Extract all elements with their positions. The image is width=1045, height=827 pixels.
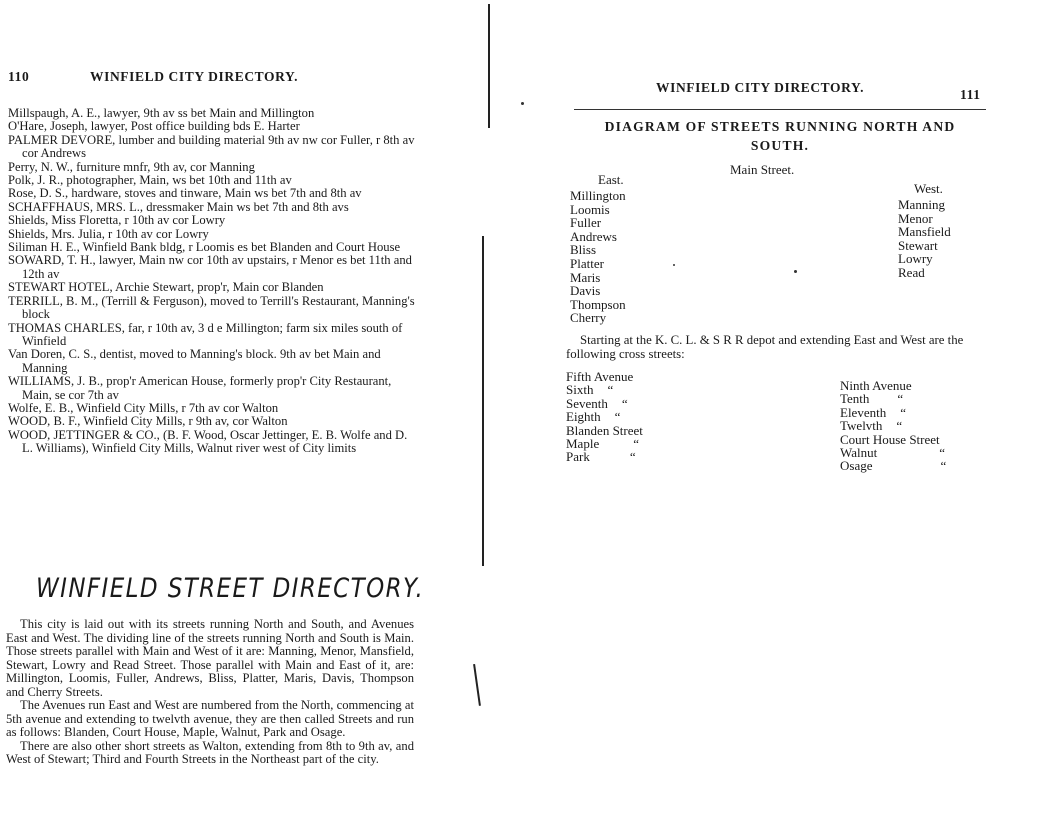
gutter-line-top bbox=[488, 4, 490, 128]
running-head-left: WINFIELD CITY DIRECTORY. bbox=[90, 69, 299, 84]
directory-entry: Polk, J. R., photographer, Main, ws bet 10th and 11th av bbox=[8, 173, 292, 188]
west-street: Read bbox=[898, 264, 925, 280]
ditto-mark: “ bbox=[900, 404, 906, 420]
cross-street bbox=[566, 424, 649, 437]
cross-street-name: Park bbox=[566, 449, 590, 465]
scan-speck bbox=[673, 264, 675, 266]
west-street: Menor bbox=[898, 210, 933, 226]
cross-street-name: Osage bbox=[840, 458, 873, 474]
west-street: Manning bbox=[898, 197, 945, 212]
cross-street-name: Seventh bbox=[566, 395, 608, 411]
gutter-line-bottom bbox=[473, 664, 480, 706]
ditto-mark: “ bbox=[939, 445, 946, 461]
cross-street-name: Blanden Street bbox=[566, 422, 643, 438]
cross-street bbox=[840, 379, 946, 392]
east-street: Maris bbox=[570, 269, 601, 285]
ditto-mark: “ bbox=[896, 418, 903, 434]
east-street: Andrews bbox=[570, 228, 617, 244]
west-streets-list bbox=[898, 198, 951, 280]
directory-entry: Perry, N. W., furniture mnfr, 9th av, cor Manning bbox=[8, 159, 255, 174]
directory-entry: THOMAS CHARLES, far, r 10th av, 3 d e Millington; farm six miles south of Winfield bbox=[8, 320, 403, 348]
header-rule bbox=[574, 109, 986, 110]
west-street: Lowry bbox=[898, 251, 933, 267]
east-street: Loomis bbox=[570, 201, 610, 217]
cross-street-name: Walnut bbox=[840, 445, 878, 461]
cross-streets-right bbox=[840, 379, 946, 473]
street-directory-title: WINFIELD STREET DIRECTORY. bbox=[36, 574, 425, 604]
directory-entry: TERRILL, B. M., (Terrill & Ferguson), moved to Terrill's Restaurant, Manning's block bbox=[8, 293, 415, 322]
cross-street bbox=[840, 433, 946, 446]
cross-street bbox=[566, 370, 649, 383]
scan-speck bbox=[794, 270, 797, 273]
directory-entries bbox=[8, 107, 416, 456]
cross-street-name: Eighth bbox=[566, 409, 601, 425]
cross-street-name: Maple bbox=[566, 436, 600, 452]
directory-entry: O'Hare, Joseph, lawyer, Post office building bds E. Harter bbox=[8, 119, 300, 134]
ditto-mark: “ bbox=[897, 391, 904, 407]
gutter-line-middle bbox=[482, 236, 484, 566]
directory-entry: SOWARD, T. H., lawyer, Main nw cor 10th av upstairs, r Menor es bet 11th and 12th av bbox=[8, 253, 412, 281]
cross-street bbox=[840, 392, 946, 405]
cross-streets-left bbox=[566, 370, 649, 464]
east-street: Bliss bbox=[570, 242, 597, 258]
street-paragraph: There are also other short streets as Walton, extending from 8th to 9th av, and West of Stewart; Third and Fourth Streets in the Northeast part of the city. bbox=[6, 738, 414, 766]
directory-entry: WOOD, JETTINGER & CO., (B. F. Wood, Oscar Jettinger, E. B. Wolfe and D. L. Williams), Winfield City Mills, Walnut river west of City limits bbox=[8, 427, 408, 456]
directory-entry: Siliman H. E., Winfield Bank bldg, r Loomis es bet Blanden and Court House bbox=[8, 240, 401, 255]
cross-street bbox=[840, 446, 946, 459]
cross-street bbox=[566, 397, 649, 410]
east-street: Thompson bbox=[570, 296, 626, 312]
diagram-title: DIAGRAM OF STREETS RUNNING NORTH AND SOUTH. bbox=[604, 119, 956, 153]
east-street: Millington bbox=[570, 188, 626, 203]
directory-entry: PALMER DEVORE, lumber and building material 9th av nw cor Fuller, r 8th av cor Andrews bbox=[8, 132, 415, 161]
directory-entry: Wolfe, E. B., Winfield City Mills, r 7th av cor Walton bbox=[8, 400, 279, 415]
cross-street bbox=[840, 419, 946, 432]
directory-entry: Rose, D. S., hardware, stoves and tinware, Main ws bet 7th and 8th av bbox=[8, 186, 362, 201]
ditto-mark: “ bbox=[607, 382, 614, 398]
directory-entry: Shields, Mrs. Julia, r 10th av cor Lowry bbox=[8, 226, 209, 241]
scan-speck bbox=[521, 102, 524, 105]
directory-entry: WILLIAMS, J. B., prop'r American House, formerly prop'r City Restaurant, Main, se cor 7th av bbox=[8, 374, 392, 402]
cross-streets-intro: Starting at the K. C. L. & S R R depot and extending East and West are the following cross streets: bbox=[566, 333, 964, 361]
cross-street-name: Court House Street bbox=[840, 431, 940, 447]
ditto-mark: “ bbox=[940, 458, 947, 474]
page-number-right: 111 bbox=[960, 87, 981, 102]
cross-street bbox=[566, 450, 649, 463]
east-street: Fuller bbox=[570, 215, 602, 231]
east-streets-list bbox=[570, 189, 626, 325]
cross-street-name: Sixth bbox=[566, 382, 594, 398]
east-street: Davis bbox=[570, 283, 601, 299]
running-head-right: WINFIELD CITY DIRECTORY. bbox=[656, 80, 865, 95]
street-paragraph: This city is laid out with its streets running North and South, and Avenues East and West. The dividing line of the streets running North and South is Main. Those streets parallel with Main and West of it are: Manning, Menor, Mansfield, Stewart, Lowry and Read Street. Those parallel with Main and East of it, are: Millington, Loomis, Fuller, Andrews, Bliss, Platter, Maris, Davis, Thompson and Cherry Streets. bbox=[6, 617, 414, 699]
ditto-mark: “ bbox=[614, 409, 621, 425]
street-directory-body bbox=[6, 618, 414, 767]
cross-street bbox=[566, 410, 649, 423]
east-street: Cherry bbox=[570, 310, 607, 326]
directory-entry: WOOD, B. F., Winfield City Mills, r 9th av, cor Walton bbox=[8, 414, 288, 429]
east-label: East. bbox=[598, 172, 624, 187]
cross-street-name: Fifth Avenue bbox=[566, 369, 634, 384]
cross-street-name: Twelvth bbox=[840, 418, 883, 434]
ditto-mark: “ bbox=[621, 395, 628, 411]
directory-entry: Millspaugh, A. E., lawyer, 9th av ss bet Main and Millington bbox=[8, 106, 315, 120]
directory-entry: Van Doren, C. S., dentist, moved to Manning's block. 9th av bet Main and Manning bbox=[8, 347, 381, 375]
west-street: Mansfield bbox=[898, 224, 951, 240]
cross-street-name: Ninth Avenue bbox=[840, 378, 912, 393]
cross-street-name: Tenth bbox=[840, 391, 870, 407]
cross-street-name: Eleventh bbox=[840, 404, 887, 420]
west-street: Stewart bbox=[898, 237, 938, 253]
main-street-label: Main Street. bbox=[730, 162, 795, 177]
right-page bbox=[530, 0, 1045, 827]
street-paragraph: The Avenues run East and West are numbered from the North, commencing at 5th avenue and extending to twelvth avenue, they are then called Streets and run as follows: Blanden, Court House, Maple, Walnut, Park and Osage. bbox=[6, 698, 414, 739]
cross-street bbox=[840, 406, 946, 419]
cross-street bbox=[566, 437, 649, 450]
directory-entry: STEWART HOTEL, Archie Stewart, prop'r, Main cor Blanden bbox=[8, 280, 324, 295]
cross-street bbox=[840, 459, 946, 472]
east-street: Platter bbox=[570, 255, 604, 271]
ditto-mark: “ bbox=[629, 449, 636, 465]
directory-entry: SCHAFFHAUS, MRS. L., dressmaker Main ws bet 7th and 8th avs bbox=[8, 199, 349, 214]
ditto-mark: “ bbox=[633, 436, 639, 452]
west-label: West. bbox=[914, 181, 943, 196]
page-number-left: 110 bbox=[8, 69, 30, 84]
left-page bbox=[0, 0, 470, 827]
directory-entry: Shields, Miss Floretta, r 10th av cor Lowry bbox=[8, 213, 226, 228]
cross-street bbox=[566, 383, 649, 396]
